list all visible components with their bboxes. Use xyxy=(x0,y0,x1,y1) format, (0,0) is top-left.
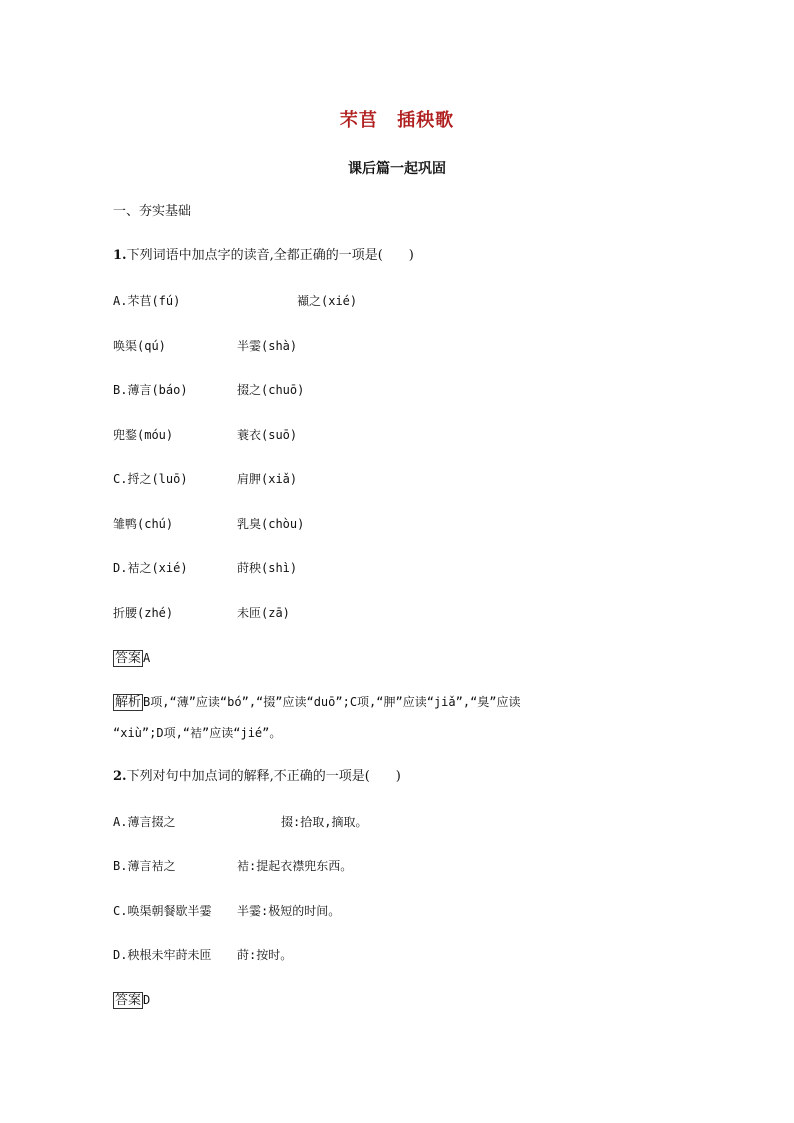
title-part-2: 插秧歌 xyxy=(397,110,455,131)
answer-line-1 xyxy=(113,649,150,668)
q2-option-d-explanation: 莳:按时。 xyxy=(237,948,293,962)
q2-option-d: D.秧根未牢莳未匝 xyxy=(113,948,212,962)
q2-option-c-explanation: 半霎:极短的时间。 xyxy=(237,904,341,918)
question-2-stem xyxy=(113,768,401,786)
answer-label: 答案 xyxy=(115,993,142,1008)
answer-value: D xyxy=(143,993,151,1007)
option-a-word-2: 襭之(xié) xyxy=(297,294,358,308)
q2-option-a-explanation: 掇:拾取,摘取。 xyxy=(281,815,368,829)
answer-line-2 xyxy=(113,991,150,1010)
analysis-text-1: B项,“薄”应读“bó”,“掇”应读“duō”;C项,“胛”应读“jiǎ”,“臭”应读 xyxy=(143,695,521,709)
analysis-label: 解析 xyxy=(115,695,142,710)
option-a-word-3: 唤渠(qú) xyxy=(113,339,166,353)
question-1-stem xyxy=(113,247,414,265)
option-b-word-1: B.薄言(báo) xyxy=(113,383,188,397)
page-subtitle: 课后篇一起巩固 xyxy=(348,161,446,177)
option-a-word-4: 半霎(shà) xyxy=(237,339,298,353)
section-heading: 一、夯实基础 xyxy=(113,204,192,219)
option-c-word-4: 乳臭(chòu) xyxy=(237,517,305,531)
option-d-word-3: 折腰(zhé) xyxy=(113,606,174,620)
option-c-word-3: 雏鸭(chú) xyxy=(113,517,174,531)
q2-option-b: B.薄言袺之 xyxy=(113,859,176,873)
q2-option-a: A.薄言掇之 xyxy=(113,815,176,829)
q2-option-b-explanation: 袺:提起衣襟兜东西。 xyxy=(237,859,353,873)
analysis-line-1 xyxy=(113,693,521,712)
analysis-text-2: “xiù”;D项,“袺”应读“jié”。 xyxy=(113,726,282,740)
option-a-word-1: A.芣苢(fú) xyxy=(113,294,181,308)
answer-value: A xyxy=(143,651,151,665)
answer-label: 答案 xyxy=(115,651,142,666)
option-c-word-1: C.捋之(luō) xyxy=(113,472,188,486)
q2-option-c: C.唤渠朝餐歇半霎 xyxy=(113,904,212,918)
question-text: 下列词语中加点字的读音,全都正确的一项是( ) xyxy=(126,248,414,263)
page-title xyxy=(0,106,794,132)
option-d-word-2: 莳秧(shì) xyxy=(237,561,298,575)
question-number: 1. xyxy=(113,248,127,263)
option-b-word-2: 掇之(chuō) xyxy=(237,383,305,397)
option-c-word-2: 肩胛(xiǎ) xyxy=(237,472,298,486)
option-b-word-3: 兜鍪(móu) xyxy=(113,428,174,442)
title-part-1: 芣苢 xyxy=(339,110,378,131)
option-b-word-4: 蓑衣(suō) xyxy=(237,428,298,442)
option-d-word-4: 未匝(zā) xyxy=(237,606,290,620)
question-text: 下列对句中加点词的解释,不正确的一项是( ) xyxy=(126,769,401,784)
option-d-word-1: D.袺之(xié) xyxy=(113,561,188,575)
question-number: 2. xyxy=(113,769,127,784)
